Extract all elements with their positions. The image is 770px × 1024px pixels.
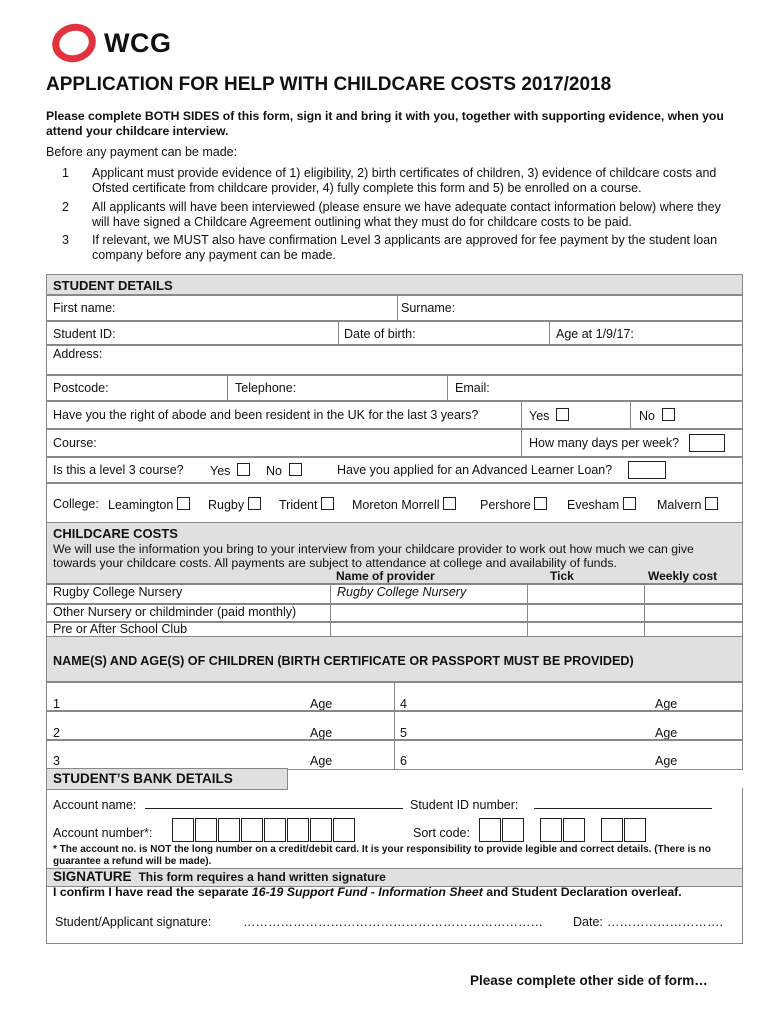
child-row — [46, 739, 743, 770]
childcare-description: We will use the information you bring to your interview from your childcare provider to work out how much we can give towards your childcare costs. All payments are subject to attendance at college and availability of funds. — [53, 542, 694, 570]
level3-yes[interactable] — [210, 463, 250, 478]
college-option[interactable] — [657, 497, 718, 512]
page-title: APPLICATION FOR HELP WITH CHILDCARE COSTS 2017/2018 — [46, 74, 612, 95]
first-name-label: First name: — [53, 301, 116, 315]
date-label: Date: — [573, 915, 603, 929]
childcare-row-label: Other Nursery or childminder (paid monthly) — [53, 605, 297, 619]
yes-label: Yes — [529, 409, 550, 423]
level3-yes-checkbox[interactable] — [237, 463, 250, 476]
loan-question: Have you applied for an Advanced Learner Loan? — [337, 463, 613, 477]
age-label: Age — [310, 726, 333, 740]
loan-input[interactable] — [628, 461, 666, 479]
abode-question: Have you the right of abode and been resident in the UK for the last 3 years? — [53, 408, 479, 422]
tick-col-header: Tick — [550, 569, 574, 583]
condition-number: 2 — [62, 200, 69, 214]
condition-text: All applicants will have been interviewed (please ensure we have adequate contact information below) where they will have signed a Childcare Agreement outlining what they must do for childcare costs to be paid. — [92, 200, 721, 229]
childcare-row — [46, 583, 743, 605]
child-number: 4 — [400, 697, 407, 711]
weekly-cost-col-header: Weekly cost — [648, 569, 718, 583]
age-label: Age at 1/9/17: — [556, 327, 634, 341]
college-option[interactable] — [352, 497, 456, 512]
college-option[interactable] — [567, 497, 636, 512]
child-row — [46, 710, 743, 741]
student-id-label: Student ID: — [53, 327, 116, 341]
child-number: 3 — [53, 754, 60, 768]
child-number: 2 — [53, 726, 60, 740]
child-number: 5 — [400, 726, 407, 740]
email-label: Email: — [455, 381, 490, 395]
sort-code-label: Sort code: — [413, 826, 470, 840]
confirm-pre: I confirm I have read the separate — [53, 885, 249, 899]
confirm-post: and Student Declaration overleaf. — [486, 885, 682, 899]
college-name: Rugby — [208, 498, 245, 512]
footer-note: Please complete other side of form… — [470, 973, 708, 988]
childcare-heading: CHILDCARE COSTS — [53, 526, 178, 541]
abode-yes[interactable] — [529, 408, 569, 423]
sort-code-boxes[interactable] — [479, 818, 647, 842]
postcode-label: Postcode: — [53, 381, 109, 395]
age-label: Age — [310, 697, 333, 711]
college-name: Evesham — [567, 498, 620, 512]
college-label: College: — [53, 497, 99, 511]
child-row — [46, 681, 743, 712]
abode-row — [46, 400, 743, 430]
college-name: Malvern — [657, 498, 702, 512]
confirm-doc: 16-19 Support Fund - Information Sheet — [251, 885, 483, 899]
college-checkbox[interactable] — [248, 497, 261, 510]
account-name-label: Account name: — [53, 798, 137, 812]
age-label: Age — [310, 754, 333, 768]
college-row — [46, 482, 743, 524]
college-name: Trident — [279, 498, 318, 512]
account-name-line[interactable] — [145, 808, 403, 809]
date-line[interactable]: ………………………. — [607, 915, 723, 929]
age-label: Age — [655, 697, 678, 711]
student-id-number-label: Student ID number: — [410, 798, 519, 812]
abode-yes-checkbox[interactable] — [556, 408, 569, 421]
childcare-row — [46, 603, 743, 623]
signature-line[interactable]: ……………………………………………………………… — [243, 915, 543, 929]
address-label: Address: — [53, 347, 103, 361]
bank-details-box — [46, 788, 743, 869]
student-details-header — [46, 274, 743, 296]
college-checkbox[interactable] — [534, 497, 547, 510]
college-option[interactable] — [108, 497, 190, 512]
signature-box — [46, 885, 743, 944]
childcare-row-label: Rugby College Nursery — [53, 585, 183, 599]
college-option[interactable] — [480, 497, 547, 512]
address-row — [46, 344, 743, 376]
college-checkbox[interactable] — [177, 497, 190, 510]
account-number-label: Account number*: — [53, 826, 153, 840]
bank-header — [46, 768, 288, 790]
college-checkbox[interactable] — [321, 497, 334, 510]
yes-label: Yes — [210, 464, 231, 478]
college-checkbox[interactable] — [705, 497, 718, 510]
account-note: * The account no. is NOT the long number on a credit/debit card. It is your responsibility to provide legible and correct details. (There is no guarantee a refund will be made). — [53, 844, 711, 867]
level3-no[interactable] — [266, 463, 302, 478]
provider-name[interactable]: Rugby College Nursery — [337, 585, 467, 599]
before-payment-text: Before any payment can be made: — [46, 145, 238, 159]
age-label: Age — [655, 754, 678, 768]
college-option[interactable] — [208, 497, 261, 512]
college-name: Pershore — [480, 498, 531, 512]
childcare-col-headers — [330, 569, 741, 583]
level3-no-checkbox[interactable] — [289, 463, 302, 476]
telephone-label: Telephone: — [235, 381, 297, 395]
name-row — [46, 294, 743, 322]
days-per-week-input[interactable] — [689, 434, 725, 452]
signature-subheading: This form requires a hand written signature — [138, 870, 386, 884]
no-label: No — [639, 409, 655, 423]
wcg-logo-mark-icon — [48, 19, 100, 67]
signature-label: Student/Applicant signature: — [55, 915, 212, 929]
children-heading: NAME(S) AND AGE(S) OF CHILDREN (BIRTH CERTIFICATE OR PASSPORT MUST BE PROVIDED) — [53, 654, 634, 668]
dob-label: Date of birth: — [344, 327, 416, 341]
contact-row — [46, 374, 743, 402]
signature-heading-wrap — [53, 869, 386, 884]
college-checkbox[interactable] — [443, 497, 456, 510]
level3-row — [46, 456, 743, 484]
confirm-statement — [53, 885, 682, 899]
childcare-row-label: Pre or After School Club — [53, 622, 188, 636]
child-number: 6 — [400, 754, 407, 768]
course-label: Course: — [53, 436, 97, 450]
abode-no[interactable] — [639, 408, 675, 423]
college-name: Leamington — [108, 498, 174, 512]
course-row — [46, 428, 743, 458]
condition-number: 1 — [62, 166, 69, 180]
days-per-week-label: How many days per week? — [529, 436, 680, 450]
wcg-logo-text: WCG — [104, 27, 172, 58]
age-label: Age — [655, 726, 678, 740]
provider-col-header: Name of provider — [336, 569, 435, 583]
children-header — [46, 636, 743, 683]
no-label: No — [266, 464, 282, 478]
student-details-heading: STUDENT DETAILS — [53, 278, 173, 293]
bank-heading: STUDENT’S BANK DETAILS — [53, 771, 233, 786]
college-name: Moreton Morrell — [352, 498, 440, 512]
college-option[interactable] — [279, 497, 334, 512]
level3-question: Is this a level 3 course? — [53, 463, 184, 477]
surname-label: Surname: — [401, 301, 456, 315]
student-id-number-line[interactable] — [534, 808, 712, 809]
child-number: 1 — [53, 697, 60, 711]
college-checkbox[interactable] — [623, 497, 636, 510]
condition-text: If relevant, we MUST also have confirmation Level 3 applicants are approved for fee payment by the student loan company before any payment can be made. — [92, 233, 718, 262]
intro-text: Please complete BOTH SIDES of this form, sign it and bring it with you, together with supporting evidence, when you attend your childcare interview. — [46, 109, 724, 138]
wcg-logo — [52, 24, 171, 62]
id-row — [46, 320, 743, 346]
condition-text: Applicant must provide evidence of 1) eligibility, 2) birth certificates of children, 3) evidence of childcare costs and Ofsted certificate from childcare provider, 4) fully complete this form and 5) be enrolled on a course. — [92, 166, 717, 195]
account-number-boxes[interactable] — [172, 818, 357, 842]
abode-no-checkbox[interactable] — [662, 408, 675, 421]
signature-heading: SIGNATURE — [53, 869, 132, 884]
condition-number: 3 — [62, 233, 69, 247]
